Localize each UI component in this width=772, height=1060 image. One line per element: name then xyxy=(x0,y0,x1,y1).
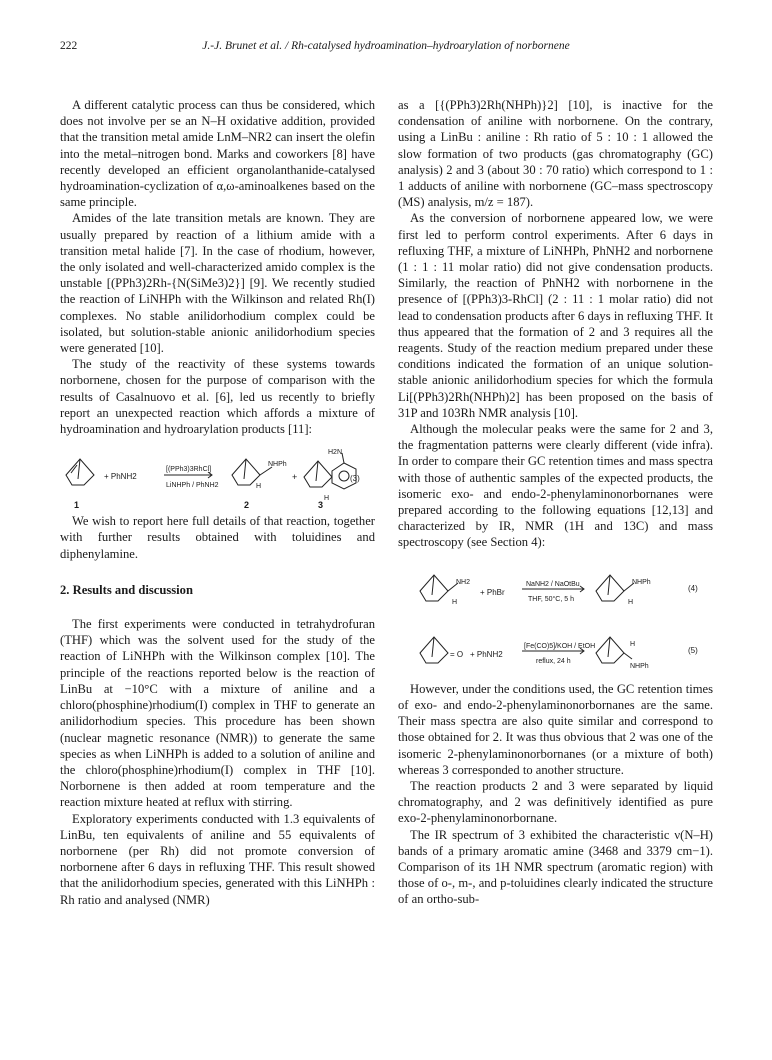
paragraph: The IR spectrum of 3 exhibited the characteristic ν(N–H) bands of a primary aromatic amine (3468 and 3379 cm−1). Comparison of its 1H NMR spectrum (aromatic region) with those of o-, m-, and p-toluidines clearly indicated the structure of an ortho-sub- xyxy=(398,827,713,907)
scheme-plus: + xyxy=(292,472,298,483)
eq4-nh2: NH2 xyxy=(456,578,471,586)
reaction-scheme-3 xyxy=(60,445,375,509)
paragraph: The reaction products 2 and 3 were separated by liquid chromatography, and 2 was definitively identified as pure exo-2-phenylaminonorbornane. xyxy=(398,778,713,826)
paragraph: The study of the reactivity of these systems towards norbornene, chosen for the purpose of comparison with the results of Casalnuovo et al. [6], led us recently to briefly report an unexpected reaction which affords a mixture of hydroamination and hydroarylation products [11]: xyxy=(60,357,375,437)
compound-2-label: 2 xyxy=(244,500,250,511)
eq4-below-arrow: THF, 50°C, 5 h xyxy=(528,595,574,603)
equation-4 xyxy=(398,557,713,613)
paragraph: Although the molecular peaks were the same for 2 and 3, the fragmentation patterns were clearly different (vide infra). In order to compare their GC retention times and mass spectra with those of authentic samples of the expected products, the isomeric exo- and endo-2-phenylaminonorbornanes were prepared according to the following equations [12,13] and characterized by IR, NMR (1H and 13C) and mass spectroscopy (see Section 4): xyxy=(398,422,713,550)
equation-number: (3) xyxy=(350,474,360,484)
eq4-reagent: + PhBr xyxy=(480,587,505,597)
paragraph: A different catalytic process can thus be considered, which does not involve per se an N–H oxidative addition, provided that the transition metal amide LnM–NR2 can insert the olefin into the metal–nitrogen bond. Marks and coworkers [8] have recently developed an efficient organolanthanide-catalysed hydroamination-cyclization of α,ω-aminoalkenes based on the same principle. xyxy=(60,98,375,210)
eq5-product-h: H xyxy=(630,640,636,648)
equation-number: (5) xyxy=(688,645,698,655)
eq4-product-h: H xyxy=(628,598,634,606)
eq4-h: H xyxy=(452,598,458,606)
paragraph: Amides of the late transition metals are known. They are usually prepared by reaction of a lithium amide with a transition metal halide [7]. In the case of rhodium, however, the only isolated and well-characterized amido complex is the unstable [(PPh3)2Rh-{N(SiMe3)2}] [9]. We recently studied the reaction of LiNHPh with the Wilkinson and related Rh(I) complexes. No stable anilidorhodium complex could be isolated, but solution-stable anionic anilidorhodium species were generated [10]. xyxy=(60,211,375,356)
paragraph: The first experiments were conducted in tetrahydrofuran (THF) which was the solvent used for the study of the reaction of LiNHPh with the Wilkinson complex [10]. The principle of the reactions reported below is the reaction of LinBu at −10°C with a mixture of aniline and a chloro(phosphine)rhodium(I) complex in THF to generate an anilidorhodium species. This procedure has been shown (nuclear magnetic resonance (NMR)) to generate the same species as when LiNHPh is added to a solution of aniline and the chloro(phosphine)rhodium(I) complex in THF [10]. Norbornene is then added at room temperature and the reaction mixture heated at reflux with stirring. xyxy=(60,617,375,810)
page-number: 222 xyxy=(60,40,78,52)
paragraph: Exploratory experiments conducted with 1.3 equivalents of LinBu, ten equivalents of aniline and 55 equivalents of norbornene (per Rh) did not promote conversion of norbornene after 6 days in refluxing THF. This result showed that the anilidorhodium species, generated with this LiNHPh : Rh ratio and analysed (NMR) xyxy=(60,811,375,907)
running-title: J.-J. Brunet et al. / Rh-catalysed hydroamination–hydroarylation of norbornene xyxy=(202,40,570,52)
scheme-h2n: H2N xyxy=(328,449,343,457)
scheme-h: H xyxy=(256,483,262,491)
scheme-nhph: NHPh xyxy=(268,461,287,469)
compound-3-label: 3 xyxy=(318,500,324,511)
page-header xyxy=(60,40,712,60)
section-heading: 2. Results and discussion xyxy=(60,582,193,597)
scheme-reagent: + PhNH2 xyxy=(104,472,137,482)
scheme-above-arrow: [(PPh3)3RhCl] xyxy=(166,466,212,474)
right-column xyxy=(398,97,713,908)
eq5-product: NHPh xyxy=(630,662,649,670)
equation-number: (4) xyxy=(688,583,698,593)
paragraph: as a [{(PPh3)2Rh(NHPh)}2] [10], is inactive for the condensation of aniline with norbornene. On the contrary, using a LinBu : aniline : Rh ratio of 5 : 10 : 1 allowed the slow formation of two products (gas chromatography (GC) analysis) 2 and 3 (about 30 : 70 ratio) which correspond to 1 : 1 adducts of aniline with norbornene (GC–mass spectroscopy (MS) analysis, m/z = 187). xyxy=(398,98,713,210)
eq5-below-arrow: reflux, 24 h xyxy=(536,657,571,665)
eq4-product: NHPh xyxy=(632,578,651,586)
equation-5 xyxy=(398,619,713,675)
eq5-above-arrow: [Fe(CO)5]/KOH / EtOH xyxy=(524,642,596,650)
scheme-h2: H xyxy=(324,495,330,503)
left-column xyxy=(60,97,375,908)
eq4-above-arrow: NaNH2 / NaOtBu xyxy=(526,580,580,588)
eq5-reagent: + PhNH2 xyxy=(470,649,503,659)
paragraph: However, under the conditions used, the GC retention times of exo- and endo-2-phenylaminonorbornanes are the same. Their mass spectra are also quite similar and correspond to those obtained for 2. It was thus obvious that 2 was one of the isomeric 2-phenylaminonorbornanes (or a mixture of both) whereas 3 corresponded to another structure. xyxy=(398,681,713,777)
scheme-below-arrow: LiNHPh / PhNH2 xyxy=(166,482,219,490)
paragraph: As the conversion of norbornene appeared low, we were first led to perform control experiments. After 6 days in refluxing THF, a mixture of LiNHPh, PhNH2 and norbornene (1 : 1 : 11 molar ratio) did not give condensation products. Similarly, the reaction of PhNH2 with norbornene in the presence of [(PPh3)3-RhCl] (2 : 11 : 1 molar ratio) did not lead to condensation products after 6 days in refluxing THF. It thus appeared that the formation of 2 and 3 requires all the reagents. Study of the reaction medium prepared under these conditions indicated the formation of an unique solution-stable anionic anilidorhodium species for which the formula Li[(PPh3)2Rh(NHPh)2] has been proposed on the basis of 31P and 103Rh NMR analysis [10]. xyxy=(398,211,713,420)
paragraph: We wish to report here full details of that reaction, together with further results obtained with toluidines and diphenylamine. xyxy=(60,514,375,561)
compound-1-label: 1 xyxy=(74,500,80,511)
eq5-ketone: = O xyxy=(450,649,464,659)
